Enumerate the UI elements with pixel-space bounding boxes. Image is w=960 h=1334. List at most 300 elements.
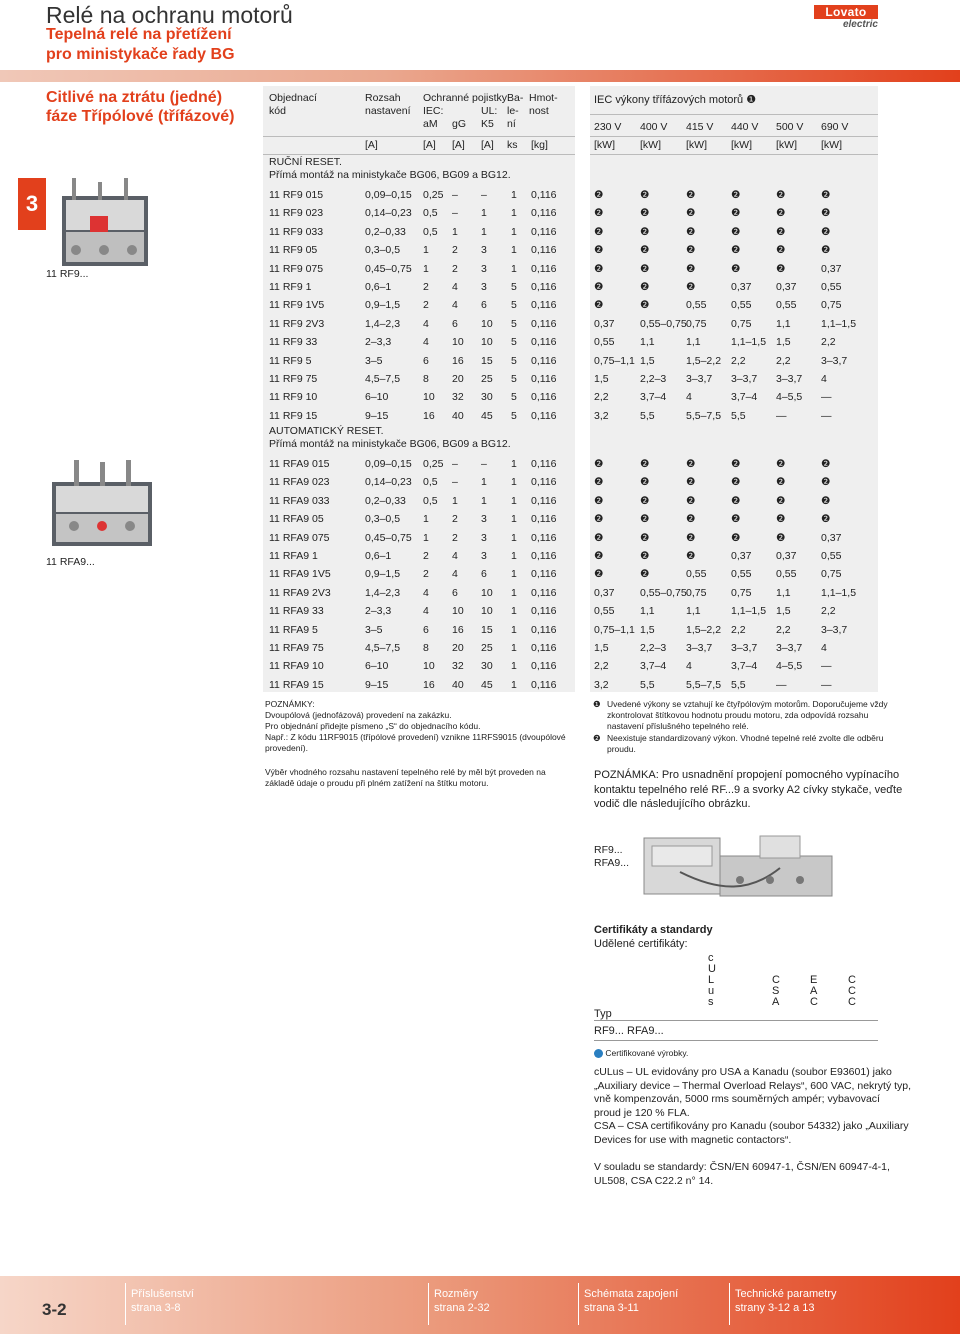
table-cell: 2,2 <box>821 336 836 349</box>
table-row <box>590 260 878 278</box>
unit-cell: [A] <box>481 139 494 151</box>
table-cell: 4,5–7,5 <box>365 373 401 385</box>
table-row <box>590 204 878 222</box>
table-cell: 0,116 <box>531 354 557 367</box>
table-cell: ❷ <box>640 262 650 275</box>
certified-dot-icon <box>594 1049 603 1058</box>
table-cell: 3 <box>481 513 487 526</box>
table-cell: 1,1–1,5 <box>821 586 857 599</box>
table-cell: 0,75 <box>821 568 842 581</box>
text-line: UL508, CSA C22.2 n° 14. <box>594 1174 714 1187</box>
page-subtitle-2: pro ministykače řady BG <box>46 46 235 63</box>
table-cell: 11 RF9 33 <box>269 336 318 349</box>
text-line: provedení). <box>265 743 308 753</box>
table-cell: 0,116 <box>531 391 557 404</box>
table-cell: 2,2–3 <box>640 373 667 385</box>
table-cell: 3 <box>481 531 487 544</box>
col-header-range: Rozsah nastavení <box>365 92 411 117</box>
table-cell: 0,37 <box>821 531 842 544</box>
table-cell: 0,37 <box>776 550 797 562</box>
footer-link-label: Technické parametry <box>735 1288 837 1300</box>
table-cell: 0,116 <box>531 660 557 673</box>
table-cell: 5 <box>511 281 517 293</box>
table-row <box>263 370 575 388</box>
table-cell: ❷ <box>594 568 604 581</box>
table-cell: 1,5 <box>594 642 609 654</box>
table-cell: 6 <box>423 354 429 367</box>
col-header-k5: K5 <box>481 118 494 130</box>
table-cell: 0,55–0,75 <box>640 586 687 599</box>
table-cell: 3–3,7 <box>821 354 848 367</box>
manual-reset-title: RUČNÍ RESET. <box>269 156 342 168</box>
table-cell: 1,1 <box>776 317 791 330</box>
lovato-logo <box>814 5 878 30</box>
table-row <box>263 296 575 314</box>
table-cell: 11 RFA9 1 <box>269 550 318 562</box>
cert-letter: A <box>772 996 780 1008</box>
notes-para-1: Výběr vhodného rozsahu nastavení tepelného relé by měl být proveden na <box>265 767 546 777</box>
footer-link[interactable] <box>131 1287 194 1315</box>
table-cell: 1 <box>481 207 487 220</box>
table-cell: 1 <box>481 225 487 238</box>
table-cell: 2,2 <box>731 623 746 636</box>
table-cell: 11 RFA9 033 <box>269 494 330 507</box>
table-cell: – <box>481 458 487 470</box>
table-cell: 11 RFA9 05 <box>269 513 324 526</box>
table-cell: 1,5 <box>640 623 655 636</box>
table-cell: 4 <box>452 299 458 312</box>
table-cell: ❷ <box>640 299 650 312</box>
text-line: Dvoupólová (jednofázová) provedení na zakázku. <box>265 710 452 720</box>
table-cell: ❷ <box>594 207 604 220</box>
table-cell: 25 <box>481 642 493 654</box>
table-cell: ❷ <box>821 189 831 201</box>
table-cell: ❷ <box>640 531 650 544</box>
table-cell: 0,75 <box>731 586 752 599</box>
cert-letter: E <box>810 974 818 986</box>
note-2-mark: ❷ <box>593 733 601 743</box>
table-cell: ❷ <box>731 531 741 544</box>
table-cell: 11 RFA9 2V3 <box>269 586 331 599</box>
table-cell: 2–3,3 <box>365 605 392 618</box>
table-cell: 4 <box>821 642 827 654</box>
table-cell: 0,45–0,75 <box>365 262 412 275</box>
table-cell: ❷ <box>686 513 696 526</box>
table-row <box>263 639 575 657</box>
table-cell: ❷ <box>640 458 650 470</box>
cert-letter: c <box>708 952 714 964</box>
table-cell: 6 <box>481 299 487 312</box>
col-header-gg: gG <box>452 118 467 130</box>
table-cell: 11 RFA9 10 <box>269 660 324 673</box>
cert-subtitle: Udělené certifikáty: <box>594 938 688 950</box>
text-line: vodič dle následujícího obrázku. <box>594 798 751 810</box>
table-cell: 0,75 <box>686 586 707 599</box>
cert-letter: A <box>810 985 818 997</box>
table-cell: 11 RFA9 75 <box>269 642 324 654</box>
text-line: cULus – UL evidovány pro USA a Kanadu (soubor E93601) jako <box>594 1066 892 1078</box>
table-cell: ❷ <box>640 476 650 489</box>
fig-label-rfa9: RFA9... <box>594 857 630 869</box>
table-cell: — <box>776 409 787 422</box>
table-cell: 1,4–2,3 <box>365 317 401 330</box>
table-cell: 5 <box>511 299 517 312</box>
table-cell: 11 RF9 10 <box>269 391 318 404</box>
table-row <box>263 388 575 406</box>
table-cell: 1 <box>511 225 517 238</box>
table-cell: ❷ <box>731 244 741 257</box>
units-row <box>263 136 575 154</box>
voltage-cell: 500 V <box>776 121 804 133</box>
table-cell: 11 RF9 1 <box>269 281 312 293</box>
table-cell: ❷ <box>776 531 786 544</box>
table-row <box>263 278 575 296</box>
table-cell: ❷ <box>594 299 604 312</box>
table-row <box>263 204 575 222</box>
table-row <box>590 510 878 528</box>
table-cell: 11 RFA9 023 <box>269 476 330 489</box>
rfa9-relay-image <box>44 456 160 556</box>
table-cell: 5 <box>511 409 517 422</box>
unit-cell: [A] <box>365 139 378 151</box>
table-cell: 45 <box>481 409 493 422</box>
cert-divider <box>594 1020 878 1021</box>
table-cell: 2 <box>452 262 458 275</box>
table-cell: 16 <box>423 409 435 422</box>
table-cell: ❷ <box>594 476 604 489</box>
table-cell: 0,55 <box>731 299 752 312</box>
table-cell: ❷ <box>640 189 650 201</box>
kw-units-row <box>590 136 878 154</box>
table-cell: — <box>776 678 787 691</box>
table-cell: 3–3,7 <box>776 642 803 654</box>
table-cell: 15 <box>481 354 493 367</box>
iec-table-title: IEC výkony třífázových motorů ❶ <box>594 94 757 106</box>
table-cell: 11 RF9 5 <box>269 354 312 367</box>
table-cell: ❷ <box>821 513 831 526</box>
table-cell: 0,116 <box>531 373 557 385</box>
footer-separator <box>125 1283 126 1325</box>
table-cell: ❷ <box>686 225 696 238</box>
footer-link[interactable] <box>735 1287 837 1315</box>
table-row <box>590 529 878 547</box>
cert-letter: C <box>848 974 856 986</box>
table-cell: 3–3,7 <box>821 623 848 636</box>
cert-letter: S <box>772 985 780 997</box>
table-cell: 0,37 <box>731 550 752 562</box>
table-cell: 11 RFA9 075 <box>269 531 330 544</box>
table-row <box>263 473 575 491</box>
table-cell: 3–3,7 <box>686 373 713 385</box>
table-cell: ❷ <box>686 189 696 201</box>
table-cell: ❷ <box>776 476 786 489</box>
text-line: nastavení příslušného tepelného relé. <box>607 721 749 731</box>
table-row <box>263 407 575 425</box>
table-cell: 5,5–7,5 <box>686 678 722 691</box>
table-cell: ❷ <box>776 225 786 238</box>
table-cell: 2 <box>452 531 458 544</box>
cert-letter: L <box>708 974 715 986</box>
footer-link-target: strany 3-12 a 13 <box>735 1302 815 1314</box>
table-cell: 5,5 <box>640 409 655 422</box>
footer-link[interactable] <box>584 1287 678 1315</box>
col-header-ul: UL: <box>481 105 498 117</box>
table-cell: 0,45–0,75 <box>365 531 412 544</box>
table-cell: ❷ <box>640 281 650 293</box>
cert-divider-2 <box>594 1040 878 1041</box>
table-cell: 8 <box>423 373 429 385</box>
table-cell: ❷ <box>686 550 696 562</box>
table-cell: 1 <box>511 494 517 507</box>
table-cell: 0,37 <box>731 281 752 293</box>
table-cell: 11 RF9 05 <box>269 244 318 257</box>
table-cell: 1 <box>511 623 517 636</box>
cert-type-value: RF9... RFA9... <box>594 1025 664 1037</box>
table-cell: 1 <box>423 262 429 275</box>
col-header-weight: Hmot-nost <box>529 92 558 117</box>
table-cell: ❷ <box>594 458 604 470</box>
table-row <box>590 455 878 473</box>
table-cell: ❷ <box>731 494 741 507</box>
table-cell: ❷ <box>594 494 604 507</box>
table-cell: 10 <box>481 586 493 599</box>
table-cell: 1,5 <box>776 336 791 349</box>
table-cell: 3,2 <box>594 678 609 691</box>
table-cell: 1,1 <box>776 586 791 599</box>
table-cell: 0,2–0,33 <box>365 225 406 238</box>
table-cell: ❷ <box>821 225 831 238</box>
table-cell: ❷ <box>731 458 741 470</box>
text-line: V souladu se standardy: ČSN/EN 60947-1, ČSN/EN 60947-4-1, <box>594 1161 890 1173</box>
table-cell: ❷ <box>731 207 741 220</box>
cert-letter: C <box>810 996 818 1008</box>
table-cell: 1,1–1,5 <box>731 336 767 349</box>
table-cell: ❷ <box>731 513 741 526</box>
table-cell: 1 <box>452 225 458 238</box>
table-cell: ❷ <box>686 262 696 275</box>
table-cell: 1 <box>511 476 517 489</box>
text-line: „Auxiliary device – Thermal Overload Relays“, 600 VAC, nekrytý typ, <box>594 1079 912 1092</box>
table-cell: ❷ <box>594 550 604 562</box>
unit-cell: [A] <box>423 139 436 151</box>
table-cell: 5 <box>511 317 517 330</box>
table-cell: ❷ <box>731 262 741 275</box>
table-cell: 0,37 <box>594 317 615 330</box>
table-row <box>263 333 575 351</box>
cert-letter: s <box>708 996 714 1008</box>
wiring-figure <box>640 832 840 902</box>
text-line: POZNÁMKA: Pro usnadnění propojení pomocného vypínacího <box>594 769 900 781</box>
cert-letter: C <box>848 996 856 1008</box>
table-cell: 3,7–4 <box>640 660 667 673</box>
table-cell: 0,75–1,1 <box>594 354 635 367</box>
table-cell: 25 <box>481 373 493 385</box>
table-cell: ❷ <box>640 225 650 238</box>
table-cell: 6 <box>452 317 458 330</box>
table-cell: 3 <box>481 550 487 562</box>
table-cell: 1,4–2,3 <box>365 586 401 599</box>
table-cell: 0,116 <box>531 642 557 654</box>
table-cell: 0,116 <box>531 623 557 636</box>
table-cell: 0,116 <box>531 458 557 470</box>
text-line: kontaktu tepelného relé RF...9 a svorky A2 cívky stykače, veďte <box>594 783 903 796</box>
table-row <box>263 621 575 639</box>
kw-unit-cell: [kW] <box>776 139 797 151</box>
text-line: Pro objednání přidejte písmeno „S“ do objednacího kódu. <box>265 721 481 731</box>
table-cell: 11 RF9 033 <box>269 225 324 238</box>
table-row <box>590 565 878 583</box>
table-cell: ❷ <box>640 550 650 562</box>
table-cell: 4 <box>686 660 692 673</box>
table-cell: 1 <box>511 550 517 562</box>
col-header-iec: IEC: <box>423 105 444 117</box>
table-cell: 0,09–0,15 <box>365 458 412 470</box>
table-cell: 0,116 <box>531 678 557 691</box>
table-row <box>590 676 878 694</box>
table-cell: 1,1 <box>686 336 701 349</box>
table-cell: 0,116 <box>531 550 557 562</box>
table-cell: — <box>821 409 832 422</box>
table-cell: 1 <box>511 513 517 526</box>
table-cell: 2,2 <box>776 354 791 367</box>
table-cell: 0,116 <box>531 281 557 293</box>
table-row <box>590 473 878 491</box>
table-cell: 0,75–1,1 <box>594 623 635 636</box>
text-line: Devices for use with magnetic contactors“. <box>594 1133 792 1146</box>
footer-link-label: Příslušenství <box>131 1288 194 1300</box>
text-line: CSA – CSA certifikovány pro Kanadu (soubor 54332) jako „Auxiliary <box>594 1120 909 1132</box>
voltage-cell: 690 V <box>821 121 849 133</box>
table-cell: 0,3–0,5 <box>365 244 401 257</box>
table-cell: 1 <box>511 244 517 257</box>
table-cell: 1,1 <box>640 605 655 618</box>
table-row <box>590 352 878 370</box>
table-cell: 5 <box>511 336 517 349</box>
table-cell: 40 <box>452 678 464 691</box>
footer-separator <box>578 1283 579 1325</box>
table-cell: 0,116 <box>531 605 557 618</box>
table-cell: 1,1–1,5 <box>821 317 857 330</box>
cert-legend <box>594 1048 688 1058</box>
table-cell: 11 RF9 2V3 <box>269 317 325 330</box>
table-cell: — <box>821 660 832 673</box>
table-cell: 9–15 <box>365 678 389 691</box>
table-cell: 0,9–1,5 <box>365 299 401 312</box>
table-cell: 8 <box>423 642 429 654</box>
text-line: Uvedené výkony se vztahují ke čtyřpólovým motorům. Doporučujeme vždy <box>607 699 888 709</box>
page-title: Relé na ochranu motorů <box>46 2 293 28</box>
table-cell: – <box>452 458 458 470</box>
table-cell: ❷ <box>821 476 831 489</box>
table-row <box>263 529 575 547</box>
table-row <box>263 510 575 528</box>
table-cell: 10 <box>452 605 464 618</box>
kw-unit-cell: [kW] <box>594 139 615 151</box>
table-cell: 6–10 <box>365 660 389 673</box>
cert-letter: C <box>848 985 856 997</box>
rf9-relay-image <box>48 176 160 280</box>
table-row <box>590 296 878 314</box>
table-cell: 20 <box>452 642 464 654</box>
fig-label-rf9: RF9... <box>594 844 623 856</box>
table-cell: 0,116 <box>531 299 557 312</box>
table-cell: ❷ <box>686 281 696 293</box>
table-cell: 0,116 <box>531 494 557 507</box>
cert-columns <box>700 953 860 1023</box>
table-cell: 4 <box>821 373 827 385</box>
footer-link-target: strana 2-32 <box>434 1302 490 1314</box>
table-cell: 11 RF9 75 <box>269 373 318 385</box>
table-cell: 1 <box>423 531 429 544</box>
table-row <box>263 565 575 583</box>
table-cell: 1,1 <box>686 605 701 618</box>
table-cell: 0,116 <box>531 317 557 330</box>
section-title: Citlivé na ztrátu (jedné) fáze Třípólové (třífázové) <box>46 89 235 125</box>
table-cell: 10 <box>423 660 435 673</box>
table-cell: 0,55 <box>731 568 752 581</box>
table-cell: 0,25 <box>423 458 444 470</box>
table-cell: ❷ <box>731 189 741 201</box>
table-cell: 4 <box>423 586 429 599</box>
table-cell: 2,2 <box>821 605 836 618</box>
table-cell: 11 RF9 075 <box>269 262 324 275</box>
table-row <box>263 455 575 473</box>
table-cell: 0,6–1 <box>365 550 392 562</box>
logo-subtext: electric <box>842 19 878 30</box>
table-cell: 0,116 <box>531 513 557 526</box>
table-cell: 1,1 <box>640 336 655 349</box>
table-cell: – <box>452 207 458 220</box>
notes-title: POZNÁMKY: <box>265 699 315 709</box>
table-cell: ❷ <box>686 476 696 489</box>
table-row <box>590 492 878 510</box>
logo-text: Lovato <box>814 5 878 19</box>
table-cell: ❷ <box>640 568 650 581</box>
cert-legend-text: Certifikované výrobky. <box>605 1048 689 1058</box>
table-row <box>590 547 878 565</box>
table-cell: 30 <box>481 660 493 673</box>
footer-link[interactable] <box>434 1287 490 1315</box>
table-cell: ❷ <box>640 494 650 507</box>
table-cell: 0,116 <box>531 336 557 349</box>
kw-unit-cell: [kW] <box>686 139 707 151</box>
voltage-row <box>590 118 878 136</box>
table-cell: 0,55 <box>686 299 707 312</box>
table-cell: 9–15 <box>365 409 389 422</box>
table-cell: 3–3,7 <box>686 642 713 654</box>
table-cell: 6 <box>452 586 458 599</box>
table-cell: 0,55 <box>776 568 797 581</box>
table-cell: ❷ <box>821 207 831 220</box>
table-row <box>590 315 878 333</box>
table-cell: 5 <box>511 354 517 367</box>
col-header-pack: Ba-le-ní <box>507 92 524 130</box>
table-cell: 0,116 <box>531 476 557 489</box>
table-cell: ❷ <box>594 262 604 275</box>
chapter-tab: 3 <box>18 178 46 230</box>
unit-cell: ks <box>507 139 518 151</box>
table-cell: 0,5 <box>423 476 438 489</box>
table-cell: 4 <box>423 605 429 618</box>
table-cell: 3 <box>481 244 487 257</box>
auto-reset-sub: Přímá montáž na ministykače BG06, BG09 a BG12. <box>269 438 511 450</box>
table-cell: 5 <box>511 391 517 404</box>
table-cell: 6 <box>423 623 429 636</box>
table-cell: ❷ <box>731 225 741 238</box>
table-cell: 1 <box>511 586 517 599</box>
table-cell: 0,37 <box>821 262 842 275</box>
table-row <box>590 241 878 259</box>
